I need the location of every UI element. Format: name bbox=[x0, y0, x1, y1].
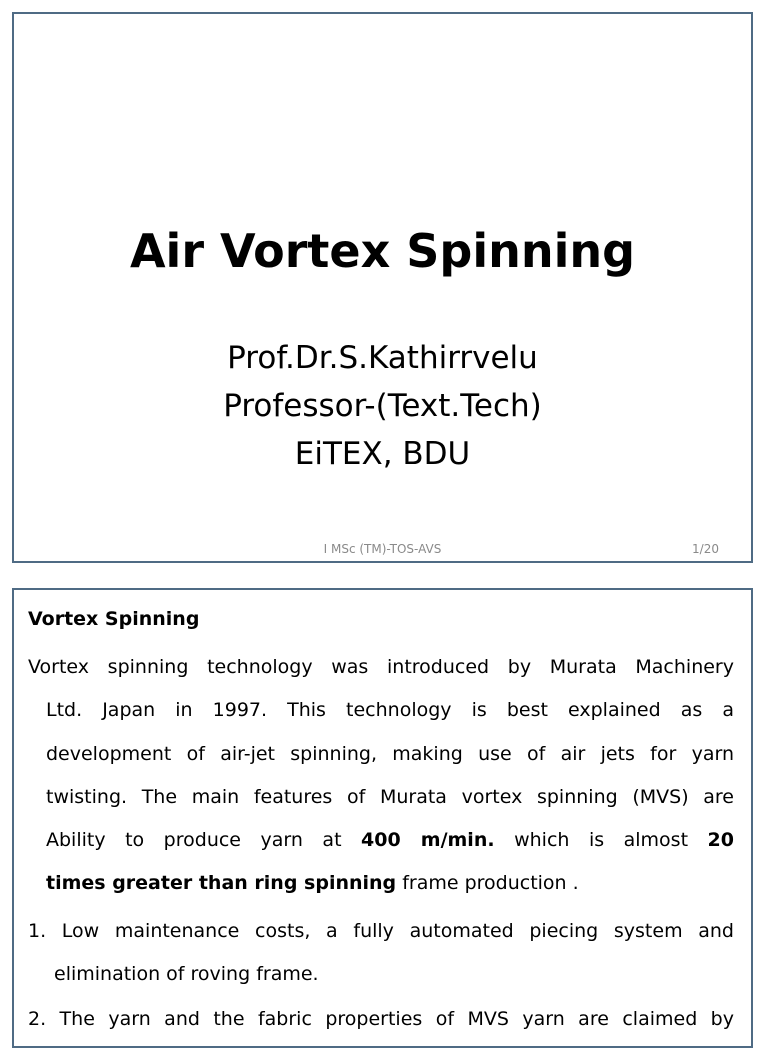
list-item bbox=[28, 910, 734, 997]
intro-paragraph bbox=[28, 646, 734, 906]
multiplier-value: 20 bbox=[707, 829, 734, 852]
author-name: Prof.Dr.S.Kathirrvelu bbox=[227, 340, 538, 376]
title-slide bbox=[12, 12, 753, 563]
emphasis-text: times greater than ring spinning bbox=[46, 872, 397, 895]
paragraph-line: Vortex spinning technology was introduced by Murata Machinery bbox=[28, 656, 734, 678]
slide-title: Air Vortex Spinning bbox=[129, 224, 636, 278]
paragraph-line bbox=[28, 862, 734, 905]
paragraph-line: twisting. The main features of Murata vortex spinning (MVS) are bbox=[46, 785, 734, 808]
text-run: which is almost bbox=[494, 829, 708, 852]
list-line: 1. Low maintenance costs, a fully automated piecing system and bbox=[28, 920, 734, 942]
list-item bbox=[28, 998, 734, 1041]
author-position: Professor-(Text.Tech) bbox=[223, 388, 542, 424]
author-institution: EiTEX, BDU bbox=[294, 436, 471, 472]
paragraph-line: development of air-jet spinning, making use of air jets for yarn bbox=[46, 742, 734, 765]
paragraph-line: Ltd. Japan in 1997. This technology is best explained as a bbox=[46, 699, 734, 722]
section-heading: Vortex Spinning bbox=[28, 608, 200, 630]
author-block bbox=[14, 334, 751, 478]
text-run: frame production . bbox=[396, 872, 579, 895]
page-number: 1/20 bbox=[692, 542, 719, 556]
speed-value: 400 m/min. bbox=[361, 829, 495, 852]
list-line: 2. The yarn and the fabric properties of MVS yarn are claimed by bbox=[28, 1008, 734, 1030]
list-line: elimination of roving frame. bbox=[54, 963, 319, 986]
paragraph-line bbox=[28, 819, 734, 862]
content-slide bbox=[12, 588, 753, 1048]
text-run: Ability to produce yarn at bbox=[46, 829, 362, 852]
slide-footer: I MSc (TM)-TOS-AVS bbox=[323, 542, 442, 556]
